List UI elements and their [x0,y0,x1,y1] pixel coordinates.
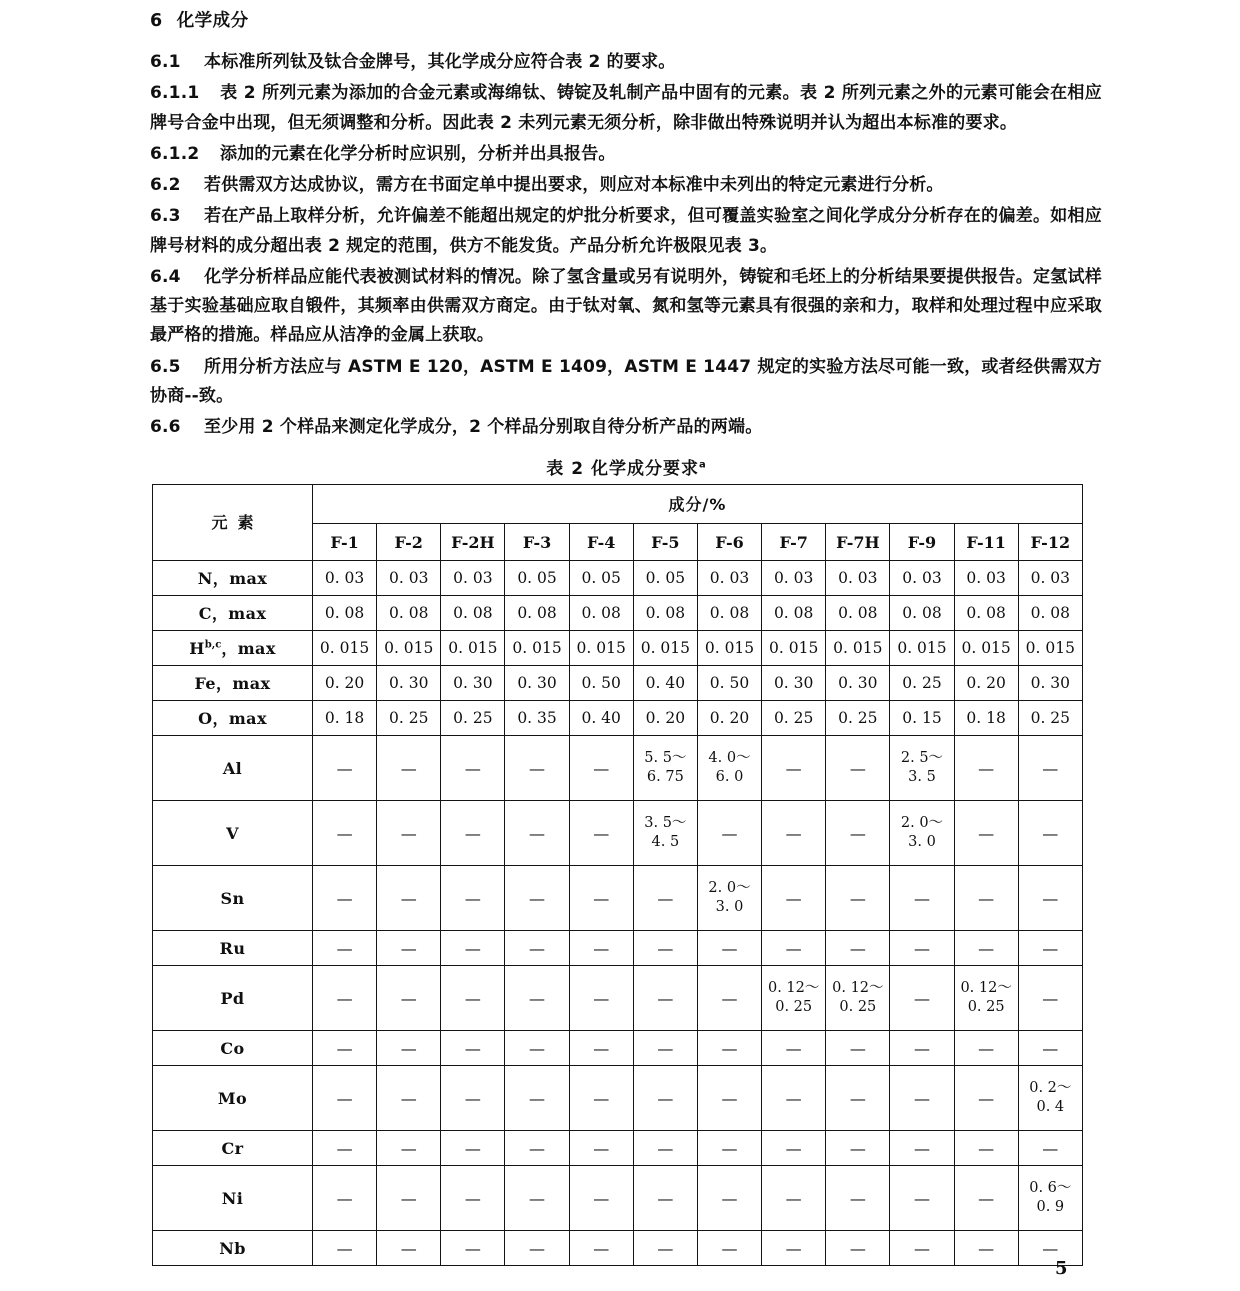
cell-f-11: 0. 015 [954,631,1018,666]
grade-header-f-2: F-2 [377,524,441,561]
paragraph-6-2 [150,171,1102,200]
cell-f-9: — [890,866,954,931]
element-qualifier: ，max [221,638,276,658]
grade-header-f-4: F-4 [569,524,633,561]
cell-f-3: — [505,801,569,866]
cell-f-1: 0. 03 [313,561,377,596]
cell-f-12: — [1018,1031,1082,1066]
cell-f-2: 0. 08 [377,596,441,631]
cell-f-3: — [505,1231,569,1266]
range-line-2: 0. 4 [1036,1099,1065,1116]
element-name-cell: Sn [153,866,313,931]
range-line-2: 3. 0 [908,834,936,851]
cell-f-3: 0. 08 [505,596,569,631]
cell-f-2h: — [441,736,505,801]
paragraph-text: 添加的元素在化学分析时应识别，分析并出具报告。 [220,143,616,164]
cell-f-7h: 0. 015 [826,631,890,666]
cell-f-6: — [697,1031,761,1066]
cell-f-2: — [377,1166,441,1231]
paragraph-label: 6.2 [150,175,181,196]
cell-f-11: 0. 03 [954,561,1018,596]
range-line-2: 3. 0 [715,899,744,916]
cell-f-11: — [954,1131,1018,1166]
table-row [153,1231,1083,1266]
table-row [153,631,1083,666]
table-row [153,701,1083,736]
paragraph-6-1 [150,48,1102,77]
paragraph-label: 6.1.1 [150,83,200,104]
cell-f-9: 0. 03 [890,561,954,596]
cell-f-6: — [697,1231,761,1266]
table-body [153,561,1083,1266]
cell-f-5: 0. 08 [633,596,697,631]
cell-f-11: 0. 08 [954,596,1018,631]
section-title: 化学成分 [176,11,249,31]
cell-f-7h: — [826,1131,890,1166]
cell-f-9: — [890,1131,954,1166]
range-line-2: 3. 5 [908,769,936,786]
element-name-cell: N，max [153,561,313,596]
cell-f-7: 0. 08 [762,596,826,631]
table-caption-superscript: a [698,459,706,471]
cell-f-7: — [762,1231,826,1266]
cell-f-1: — [313,931,377,966]
grade-header-f-7h: F-7H [826,524,890,561]
cell-f-6: 0. 03 [697,561,761,596]
cell-f-12: — [1018,966,1082,1031]
cell-f-6 [697,866,761,931]
range-line-1: 0. 12～ [960,980,1012,997]
table-row [153,1166,1083,1231]
cell-f-12 [1018,1166,1082,1231]
cell-f-5: — [633,1031,697,1066]
range-line-1: 0. 12～ [767,980,820,997]
element-symbol: H [189,638,205,658]
cell-f-7h: — [826,1166,890,1231]
cell-f-6 [697,736,761,801]
cell-f-3: 0. 05 [505,561,569,596]
section-number: 6 [150,11,163,31]
paragraph-text: 若在产品上取样分析，允许偏差不能超出规定的炉批分析要求，但可覆盖实验室之间化学成分分析存在的偏差。如相应牌号材料的成分超出表 2 规定的范围，供方不能发货。产品分析允许极限见表 3。 [150,206,1102,256]
cell-f-5: — [633,966,697,1031]
cell-f-5: — [633,1166,697,1231]
cell-f-2: — [377,1231,441,1266]
element-name-cell: Al [153,736,313,801]
cell-f-1: — [313,1231,377,1266]
cell-f-12: — [1018,801,1082,866]
cell-f-5: — [633,1131,697,1166]
range-line-1: 2. 0～ [900,815,944,832]
cell-f-12: — [1018,931,1082,966]
cell-f-3: 0. 30 [505,666,569,701]
range-line-2: 4. 5 [651,834,680,851]
page-content [150,8,1102,1266]
grade-header-f-2h: F-2H [441,524,505,561]
element-name-cell: V [153,801,313,866]
range-line-2: 0. 25 [967,999,1005,1016]
cell-f-2: — [377,1031,441,1066]
cell-f-7: — [762,1131,826,1166]
paragraph-list [150,48,1102,442]
element-name-cell: Mo [153,1066,313,1131]
grade-header-f-3: F-3 [505,524,569,561]
cell-f-1: — [313,866,377,931]
table-header-row-1 [153,485,1083,524]
cell-f-2: — [377,1066,441,1131]
cell-f-9: 0. 25 [890,666,954,701]
table-row [153,596,1083,631]
cell-f-2h: — [441,1231,505,1266]
cell-f-12: — [1018,1131,1082,1166]
cell-f-2h: 0. 30 [441,666,505,701]
cell-f-7: — [762,736,826,801]
range-line-2: 6. 0 [715,769,744,786]
cell-f-12: 0. 015 [1018,631,1082,666]
cell-f-4: — [569,1066,633,1131]
header-composition: 成分/% [313,485,1083,524]
cell-f-6: — [697,1066,761,1131]
cell-f-7h: — [826,931,890,966]
table-row [153,801,1083,866]
cell-f-7h: 0. 03 [826,561,890,596]
cell-f-2h: 0. 03 [441,561,505,596]
cell-f-6: — [697,1166,761,1231]
paragraph-6-5 [150,353,1102,411]
cell-f-3: — [505,966,569,1031]
cell-f-11: — [954,866,1018,931]
cell-f-7 [762,966,826,1031]
element-name-cell: Ru [153,931,313,966]
cell-f-6: — [697,801,761,866]
range-line-2: 6. 75 [646,769,684,786]
cell-f-2h: — [441,1031,505,1066]
cell-f-6: — [697,966,761,1031]
element-name-cell: Nb [153,1231,313,1266]
cell-f-1: 0. 015 [313,631,377,666]
cell-f-2: 0. 30 [377,666,441,701]
paragraph-label: 6.3 [150,206,181,227]
cell-f-4: 0. 05 [569,561,633,596]
cell-f-11: — [954,1231,1018,1266]
cell-f-11: — [954,1066,1018,1131]
cell-f-1: 0. 20 [313,666,377,701]
cell-f-2: — [377,866,441,931]
cell-f-2h: 0. 25 [441,701,505,736]
element-name-cell: Ni [153,1166,313,1231]
cell-f-2h: — [441,1131,505,1166]
cell-f-7h: 0. 25 [826,701,890,736]
table-row [153,666,1083,701]
cell-f-5 [633,736,697,801]
paragraph-text: 至少用 2 个样品来测定化学成分，2 个样品分别取自待分析产品的两端。 [204,417,763,438]
cell-f-11: 0. 20 [954,666,1018,701]
cell-f-1: — [313,1066,377,1131]
range-line-1: 0. 2～ [1029,1080,1072,1097]
paragraph-label: 6.6 [150,417,181,438]
range-line-2: 0. 9 [1036,1199,1065,1216]
cell-f-1: — [313,966,377,1031]
cell-f-5: 0. 015 [633,631,697,666]
grade-header-f-6: F-6 [697,524,761,561]
cell-f-2: — [377,931,441,966]
cell-f-11: — [954,1166,1018,1231]
cell-f-6: 0. 50 [697,666,761,701]
cell-f-4: 0. 015 [569,631,633,666]
cell-f-11: — [954,801,1018,866]
cell-f-2h: — [441,931,505,966]
range-line-1: 2. 5～ [900,750,944,767]
cell-f-5: 0. 05 [633,561,697,596]
cell-f-7: 0. 25 [762,701,826,736]
cell-f-2h: — [441,801,505,866]
cell-f-9: — [890,1231,954,1266]
paragraph-6-1-2 [150,140,1102,169]
table-row [153,931,1083,966]
cell-f-2h: — [441,966,505,1031]
cell-f-5: — [633,1231,697,1266]
paragraph-label: 6.5 [150,356,181,377]
element-name-cell [153,631,313,666]
range-line-1: 4. 0～ [708,750,751,767]
element-name-cell: Fe，max [153,666,313,701]
cell-f-11 [954,966,1018,1031]
cell-f-9: 0. 15 [890,701,954,736]
cell-f-4: — [569,1131,633,1166]
cell-f-3: — [505,866,569,931]
range-line-1: 3. 5～ [644,815,687,832]
element-name-cell: C，max [153,596,313,631]
range-line-2: 0. 25 [839,999,877,1016]
cell-f-4: — [569,1231,633,1266]
cell-f-2h: 0. 015 [441,631,505,666]
header-element: 元素 [153,485,313,561]
cell-f-7h: 0. 30 [826,666,890,701]
table-caption [150,454,1102,479]
cell-f-5: — [633,1066,697,1131]
cell-f-2: 0. 015 [377,631,441,666]
cell-f-2h: — [441,866,505,931]
paragraph-label: 6.1 [150,52,181,73]
cell-f-1: — [313,1031,377,1066]
table-row [153,1031,1083,1066]
cell-f-3: — [505,1166,569,1231]
range-line-1: 0. 6～ [1029,1180,1072,1197]
cell-f-2: — [377,801,441,866]
grade-header-f-9: F-9 [890,524,954,561]
grade-header-f-11: F-11 [954,524,1018,561]
cell-f-9: — [890,1066,954,1131]
cell-f-1: — [313,736,377,801]
cell-f-9: 0. 015 [890,631,954,666]
cell-f-7h: — [826,866,890,931]
cell-f-7: 0. 03 [762,561,826,596]
range-line-1: 2. 0～ [708,880,751,897]
cell-f-7h: — [826,1231,890,1266]
table-row [153,561,1083,596]
cell-f-7h: 0. 08 [826,596,890,631]
cell-f-7: 0. 30 [762,666,826,701]
paragraph-text: 所用分析方法应与 ASTM E 120，ASTM E 1409，ASTM E 1447 规定的实验方法尽可能一致，或者经供需双方协商--致。 [150,356,1102,406]
cell-f-9: — [890,1166,954,1231]
cell-f-11: — [954,1031,1018,1066]
element-name-cell: Pd [153,966,313,1031]
cell-f-1: — [313,1131,377,1166]
cell-f-4: — [569,801,633,866]
cell-f-4: — [569,966,633,1031]
paragraph-label: 6.4 [150,266,181,287]
cell-f-5 [633,801,697,866]
cell-f-2h: 0. 08 [441,596,505,631]
cell-f-3: 0. 015 [505,631,569,666]
cell-f-9: — [890,966,954,1031]
range-line-1: 5. 5～ [644,750,687,767]
cell-f-12: — [1018,866,1082,931]
table-row [153,1066,1083,1131]
cell-f-4: 0. 40 [569,701,633,736]
paragraph-6-4 [150,263,1102,351]
cell-f-6: — [697,1131,761,1166]
cell-f-7: — [762,931,826,966]
cell-f-7h: — [826,736,890,801]
cell-f-5: 0. 20 [633,701,697,736]
paragraph-6-3 [150,202,1102,260]
cell-f-6: 0. 20 [697,701,761,736]
cell-f-4: — [569,736,633,801]
range-line-2: 0. 25 [775,999,813,1016]
cell-f-2: — [377,736,441,801]
grade-header-f-7: F-7 [762,524,826,561]
cell-f-5: — [633,931,697,966]
cell-f-1: 0. 08 [313,596,377,631]
grade-header-f-1: F-1 [313,524,377,561]
cell-f-9 [890,736,954,801]
cell-f-3: — [505,1031,569,1066]
cell-f-11: 0. 18 [954,701,1018,736]
cell-f-12: 0. 08 [1018,596,1082,631]
cell-f-6: 0. 08 [697,596,761,631]
cell-f-4: 0. 08 [569,596,633,631]
cell-f-3: — [505,736,569,801]
paragraph-text: 化学分析样品应能代表被测试材料的情况。除了氢含量或另有说明外，铸锭和毛坯上的分析结果要提供报告。定氢试样基于实验基础应取自锻件，其频率由供需双方商定。由于钛对氧、氮和氢等元素具有很强的亲和力，取样和处理过程中应采取最严格的措施。样品应从洁净的金属上获取。 [150,266,1102,346]
grade-header-f-5: F-5 [633,524,697,561]
paragraph-text: 若供需双方达成协议，需方在书面定单中提出要求，则应对本标准中未列出的特定元素进行分析。 [204,175,944,196]
cell-f-2h: — [441,1166,505,1231]
table-row [153,1131,1083,1166]
table-row [153,866,1083,931]
cell-f-11: — [954,736,1018,801]
cell-f-9: — [890,1031,954,1066]
table-caption-text: 表 2 化学成分要求 [546,459,699,480]
grade-header-f-12: F-12 [1018,524,1082,561]
cell-f-1: — [313,801,377,866]
cell-f-3: — [505,1066,569,1131]
cell-f-7: 0. 015 [762,631,826,666]
cell-f-12: 0. 25 [1018,701,1082,736]
element-name-cell: Co [153,1031,313,1066]
cell-f-9: — [890,931,954,966]
cell-f-12 [1018,1066,1082,1131]
element-footnote-marker: b,c [204,639,222,651]
table-row [153,966,1083,1031]
page-number: 5 [1055,1258,1068,1279]
cell-f-12: — [1018,736,1082,801]
cell-f-1: — [313,1166,377,1231]
cell-f-6: — [697,931,761,966]
cell-f-4: 0. 50 [569,666,633,701]
cell-f-2h: — [441,1066,505,1131]
cell-f-7h [826,966,890,1031]
cell-f-11: — [954,931,1018,966]
cell-f-9: 0. 08 [890,596,954,631]
cell-f-3: — [505,1131,569,1166]
paragraph-label: 6.1.2 [150,143,200,164]
cell-f-4: — [569,866,633,931]
cell-f-7: — [762,801,826,866]
paragraph-text: 表 2 所列元素为添加的合金元素或海绵钛、铸锭及轧制产品中固有的元素。表 2 所列元素之外的元素可能会在相应牌号合金中出现，但无须调整和分析。因此表 2 未列元素无须分析，除非做出特殊说明并认为超出本标准的要求。 [150,83,1102,133]
cell-f-2: 0. 03 [377,561,441,596]
cell-f-3: 0. 35 [505,701,569,736]
cell-f-2: 0. 25 [377,701,441,736]
cell-f-7: — [762,1166,826,1231]
cell-f-4: — [569,1031,633,1066]
section-heading [150,8,1102,34]
cell-f-1: 0. 18 [313,701,377,736]
cell-f-7h: — [826,1066,890,1131]
cell-f-5: — [633,866,697,931]
cell-f-7: — [762,1031,826,1066]
cell-f-12: 0. 30 [1018,666,1082,701]
cell-f-6: 0. 015 [697,631,761,666]
cell-f-2: — [377,1131,441,1166]
cell-f-4: — [569,1166,633,1231]
paragraph-text: 本标准所列钛及钛合金牌号，其化学成分应符合表 2 的要求。 [204,52,676,73]
table-row [153,736,1083,801]
element-name-cell: Cr [153,1131,313,1166]
cell-f-2: — [377,966,441,1031]
cell-f-7: — [762,1066,826,1131]
cell-f-7h: — [826,801,890,866]
chemical-composition-table [152,484,1083,1266]
cell-f-7: — [762,866,826,931]
paragraph-6-6 [150,413,1102,442]
paragraph-6-1-1 [150,79,1102,137]
cell-f-12: — [1018,1231,1082,1266]
cell-f-5: 0. 40 [633,666,697,701]
element-name-cell: O，max [153,701,313,736]
cell-f-12: 0. 03 [1018,561,1082,596]
cell-f-3: — [505,931,569,966]
cell-f-4: — [569,931,633,966]
cell-f-9 [890,801,954,866]
cell-f-7h: — [826,1031,890,1066]
range-line-1: 0. 12～ [832,980,884,997]
table-head [153,485,1083,561]
